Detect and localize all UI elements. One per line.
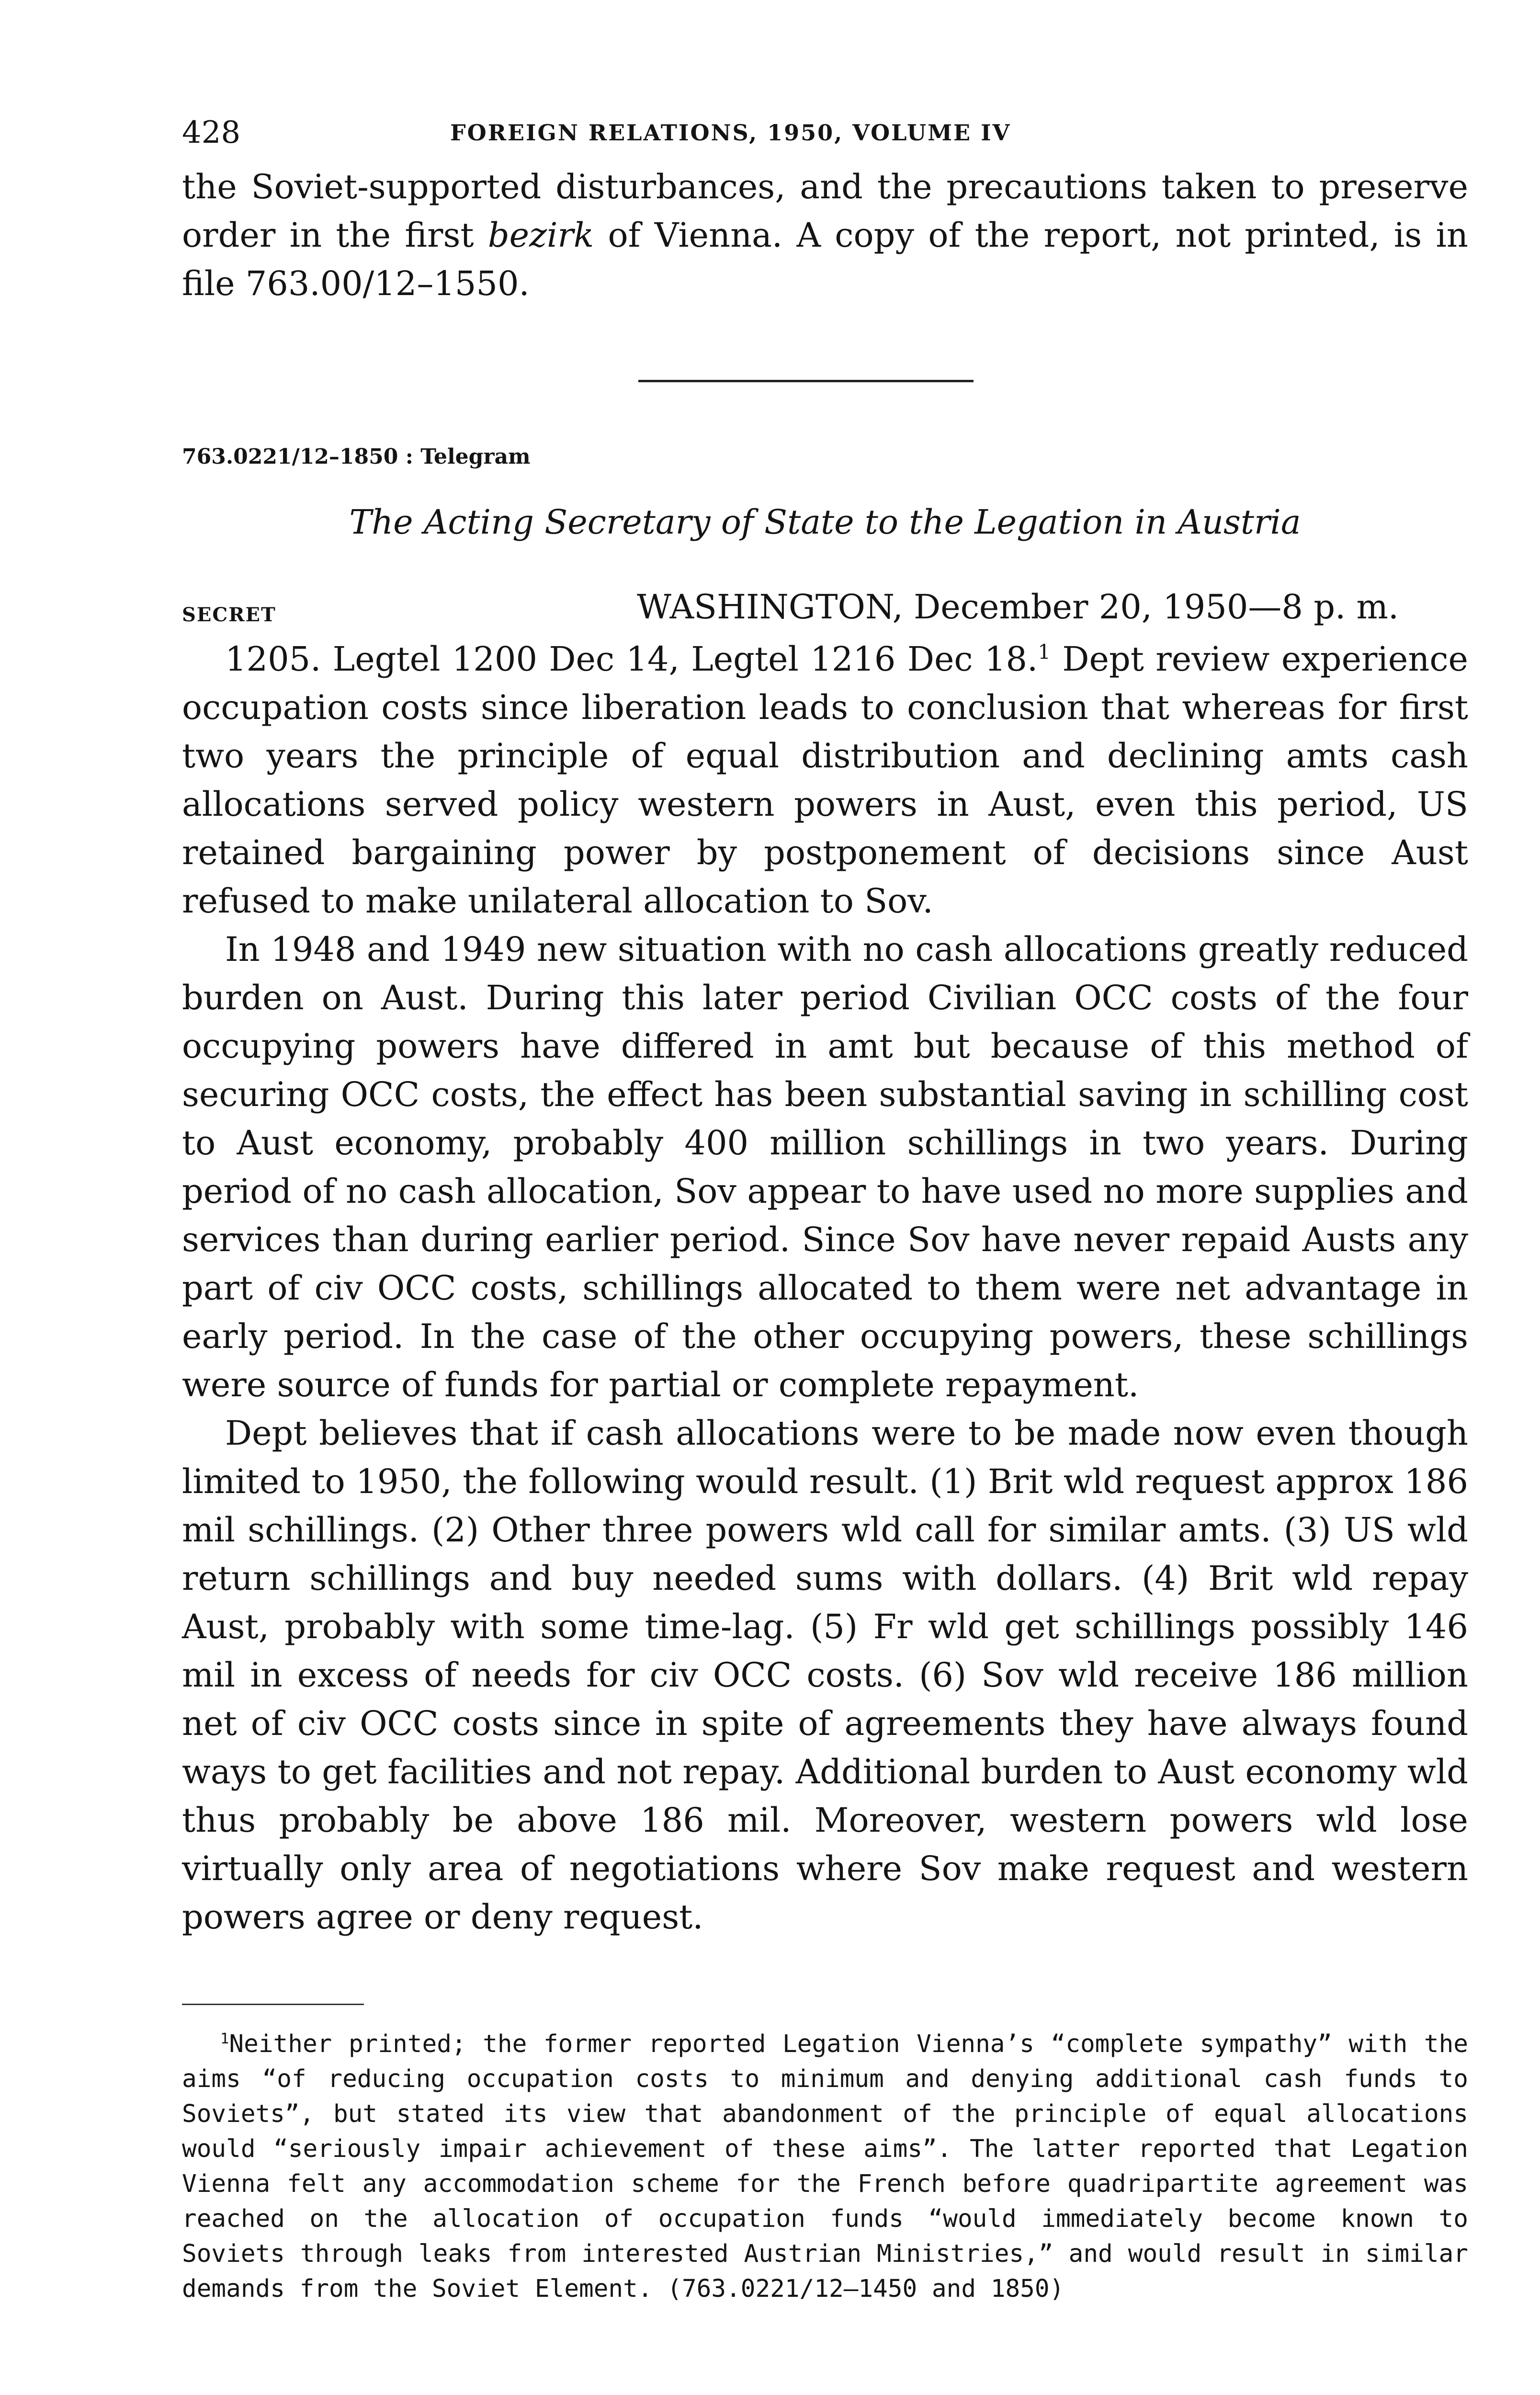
footnote-marker: 1 [220, 2030, 229, 2047]
dateline-row [182, 587, 1468, 635]
running-head [182, 105, 1468, 163]
footnote [182, 2027, 1468, 2306]
lead-paragraph-text-2: of Vienna. A copy of the report, not printed, is in file 763.00/12–1550. [182, 216, 1468, 303]
lead-paragraph-text-1: the Soviet-supported disturbances, and the precautions taken to preserve order in the first [182, 167, 1468, 255]
footnote-text: Neither printed; the former reported Legation Vienna’s “complete sympathy” with the aims “of reducing occupation costs to minimum and denying additional cash funds to Soviets”, but stated its view that abandonment of the principle of equal allocations would “seriously impair achievement of these aims”. The latter reported that Legation Vienna felt any accommodation scheme for the French before quadripartite agreement was reached on the allocation of occupation funds “would immediately become known to Soviets through leaks from interested Austrian Ministries,” and would result in similar demands from the Soviet Element. (763.0221/12–1450 and 1850) [182, 2030, 1468, 2303]
document-title: The Acting Secretary of State to the Legation in Austria [349, 502, 1301, 542]
lead-paragraph-italic-term: bezirk [487, 216, 594, 255]
classification-label: SECRET [182, 604, 276, 626]
telegram-paragraph-2: In 1948 and 1949 new situation with no cash allocations greatly reduced burden on Aust. During this later period Civilian OCC costs of the four occupying powers have differed in amt but because of this method of securing OCC costs, the effect has been substantial saving in schilling cost to Aust economy, probably 400 million schillings in two years. During period of no cash allocation, Sov appear to have used no more supplies and services than during earlier period. Since Sov have never repaid Austs any part of civ OCC costs, schillings allocated to them were net advantage in early period. In the case of the other occupying powers, these schillings were source of funds for partial or complete repayment. [182, 930, 1468, 1404]
footnote-divider [182, 2004, 364, 2005]
footnote-reference: 1 [1038, 640, 1051, 664]
telegram-paragraph-1-opening: 1205. Legtel 1200 Dec 14, Legtel 1216 Dec 18. [225, 639, 1038, 679]
telegram-paragraph-1-body: Dept review experience occupation costs since liberation leads to conclusion that whereas for first two years the principle of equal distribution and declining amts cash allocations served policy western powers in Aust, even this period, US retained bargaining power by postponement of decisions since Aust refused to make unilateral allocation to Sov. [182, 639, 1468, 921]
running-title: FOREIGN RELATIONS, 1950, VOLUME IV [450, 120, 1011, 146]
telegram-paragraph-3: Dept believes that if cash allocations were to be made now even though limited to 1950, the following would result. (1) Brit wld request approx 186 mil schillings. (2) Other three powers wld call for similar amts. (3) US wld return schillings and buy needed sums with dollars. (4) Brit wld repay Aust, probably with some time-lag. (5) Fr wld get schillings possibly 146 mil in excess of needs for civ OCC costs. (6) Sov wld receive 186 million net of civ OCC costs since in spite of agreements they have always found ways to get facilities and not repay. Additional burden to Aust economy wld thus probably be above 186 mil. Moreover, western powers wld lose virtually only area of negotiations where Sov make request and western powers agree or deny request. [182, 1414, 1468, 1937]
dateline: WASHINGTON, December 20, 1950—8 p. m. [637, 587, 1399, 627]
lead-paragraph [182, 163, 1468, 308]
file-reference: 763.0221/12–1850 : Telegram [182, 445, 531, 469]
telegram-paragraph-1 [182, 635, 1468, 925]
page-number: 428 [182, 115, 241, 150]
section-divider [638, 380, 974, 382]
